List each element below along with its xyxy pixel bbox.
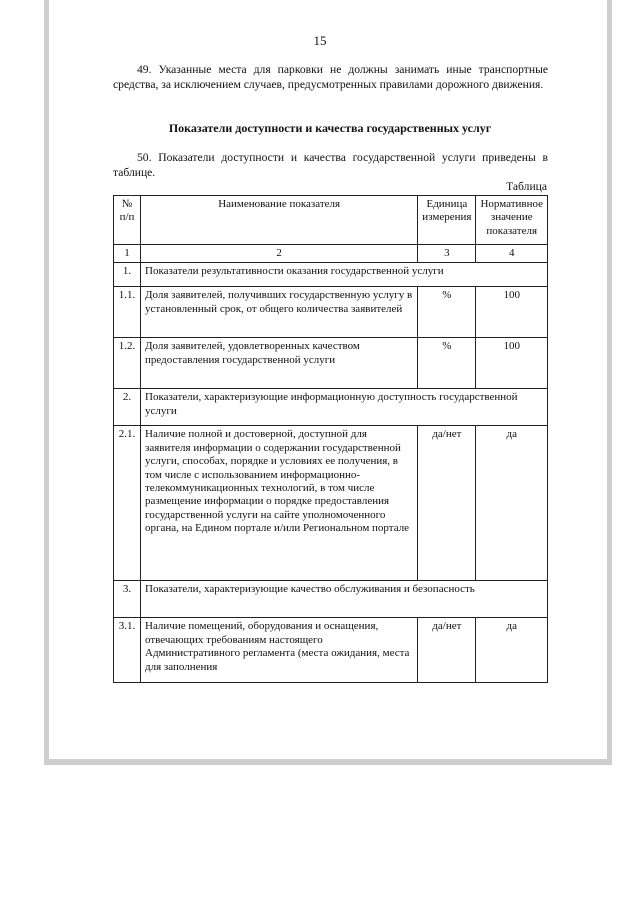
colnum-3: 3 [418, 245, 476, 263]
indicator-name: Доля заявителей, получивших государственную услугу в установленный срок, от общего количества заявителей [141, 287, 418, 338]
indicator-unit: % [418, 287, 476, 338]
colnum-2: 2 [141, 245, 418, 263]
paragraph-49: 49. Указанные места для парковки не должны занимать иные транспортные средства, за исключением случаев, предусмотренных правилами дорожного движения. [113, 63, 548, 91]
row-num: 3. [114, 581, 141, 618]
header-name: Наименование показателя [141, 196, 418, 245]
row-num: 2.1. [114, 426, 141, 581]
table-row [114, 287, 548, 338]
header-value: Нормативное значение показателя [476, 196, 548, 245]
indicator-name: Доля заявителей, удовлетворенных качеством предоставления государственной услуги [141, 338, 418, 389]
header-unit: Единица измерения [418, 196, 476, 245]
table-row [114, 618, 548, 683]
indicator-value: да [476, 426, 548, 581]
row-num: 2. [114, 389, 141, 426]
section-title: Показатели, характеризующие информационную доступность государственной услуги [141, 389, 548, 426]
column-number-row [114, 245, 548, 263]
indicator-value: 100 [476, 338, 548, 389]
table-label: Таблица [506, 180, 547, 193]
header-num: № п/п [114, 196, 141, 245]
indicator-value: да [476, 618, 548, 683]
paragraph-50: 50. Показатели доступности и качества государственной услуги приведены в таблице. [113, 151, 548, 179]
row-num: 1.2. [114, 338, 141, 389]
table-section-row [114, 389, 548, 426]
indicator-unit: да/нет [418, 426, 476, 581]
section-title: Показатели результативности оказания государственной услуги [141, 263, 548, 287]
row-num: 1.1. [114, 287, 141, 338]
colnum-4: 4 [476, 245, 548, 263]
table-header-row [114, 196, 548, 245]
indicators-table [113, 195, 548, 683]
row-num: 3.1. [114, 618, 141, 683]
indicator-name: Наличие помещений, оборудования и оснащения, отвечающих требованиям настоящего Административного регламента (места ожидания, места для заполнения [141, 618, 418, 683]
table-row [114, 426, 548, 581]
row-num: 1. [114, 263, 141, 287]
table-row [114, 338, 548, 389]
colnum-1: 1 [114, 245, 141, 263]
table-section-row [114, 581, 548, 618]
section-heading: Показатели доступности и качества государственных услуг [168, 121, 492, 135]
indicator-name: Наличие полной и достоверной, доступной для заявителя информации о содержании государственной услуги, способах, порядке и условиях ее получения, в том числе с использованием информационно-телекоммуникационных технологий, в том числе размещение информации о порядке предоставления государственной услуги на сайте уполномоченного органа, на Едином портале и/или Региональном портале [141, 426, 418, 581]
page-number: 15 [313, 33, 327, 48]
indicator-value: 100 [476, 287, 548, 338]
table-section-row [114, 263, 548, 287]
section-title: Показатели, характеризующие качество обслуживания и безопасность [141, 581, 548, 618]
indicator-unit: % [418, 338, 476, 389]
indicator-unit: да/нет [418, 618, 476, 683]
